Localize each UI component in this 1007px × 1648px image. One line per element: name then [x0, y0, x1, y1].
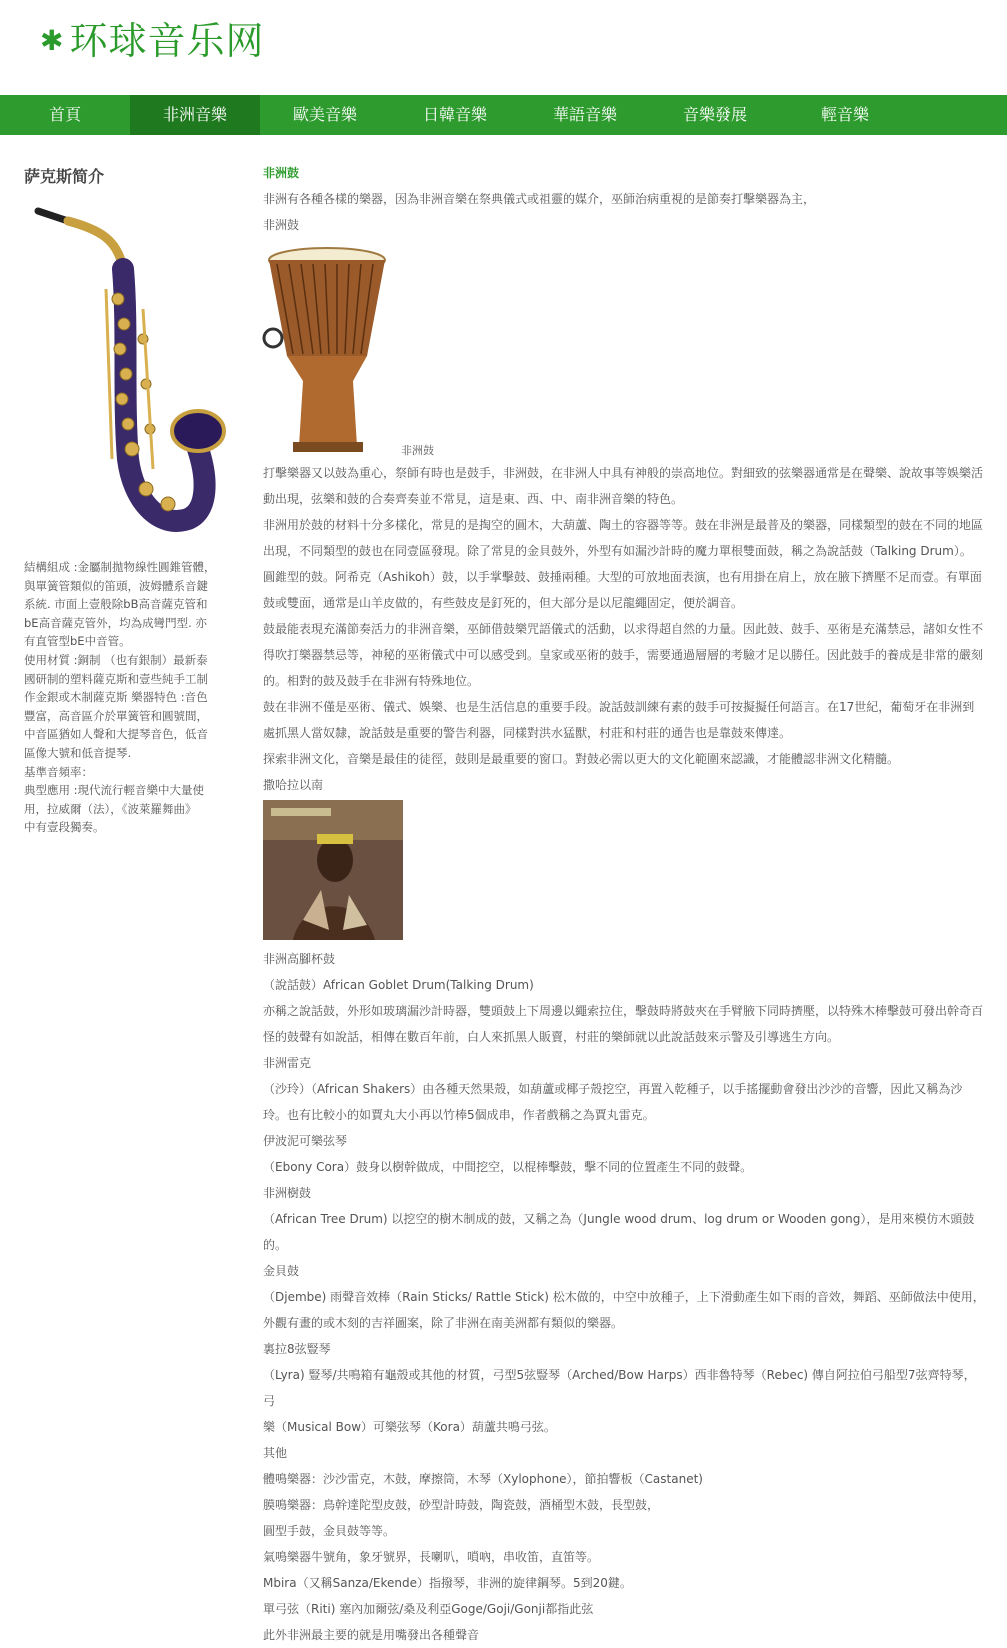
after-line: 的。 [263, 1238, 288, 1252]
after-line: 氣鳴樂器牛號角，象牙號界，長喇叭，嗩吶，串收笛，直笛等。 [263, 1550, 600, 1564]
drum-label: 非洲鼓 [263, 218, 300, 232]
sidebar-line: 豐富，高音區介於單簧管和圓號間， [24, 708, 208, 723]
drum-figure [263, 238, 987, 460]
after-line: 金貝鼓 [263, 1264, 300, 1278]
sidebar-line: 區像大號和低音提琴. [24, 745, 132, 760]
sidebar [24, 164, 224, 837]
paragraph-line: 打擊樂器又以鼓為重心，祭師有時也是鼓手，非洲鼓，在非洲人中具有神般的崇高地位。對細致的弦樂器通常是在聲樂、說故事等娛樂活 [263, 466, 984, 480]
paragraph-line: 動出現，弦樂和鼓的合奏齊奏並不常見，這是東、西、中、南非洲音樂的特色。 [263, 492, 684, 506]
sidebar-line: 中有壹段獨奏。 [24, 820, 105, 835]
site-title: 环球音乐网 [69, 19, 265, 63]
main-nav [0, 95, 1007, 135]
after-line: 伊波泥可樂弦琴 [263, 1134, 348, 1148]
after-line: （Djembe) 雨聲音效棒（Rain Sticks/ Rattle Stick) 松木做的，中空中放種子，上下滑動產生如下雨的音效，舞蹈、巫師做法中使用， [263, 1290, 985, 1304]
sidebar-description [24, 558, 224, 837]
site-header [0, 0, 1007, 95]
paragraph-line: 探索非洲文化，音樂是最佳的徒徑，鼓則是最重要的窗口。對鼓必需以更大的文化範圍來認識，才能體認非洲文化精髓。 [263, 752, 900, 766]
paragraph-line: 鼓在非洲不僅是巫術、儀式、娛樂、也是生活信息的重要手段。說話鼓訓練有素的鼓手可按擬擬任何語言。在17世紀，葡萄牙在非洲到 [263, 700, 975, 714]
after-line: 怪的鼓聲有如說話，相傳在數百年前，白人來抓黑人販賣，村莊的樂師就以此說話鼓來示警及引導逃生方向。 [263, 1030, 840, 1044]
after-line: Mbira（又稱Sanza/Ekende）指撥琴，非洲的旋律鋼琴。5到20鍵。 [263, 1576, 632, 1590]
after-line: 圓型手鼓，金貝鼓等等。 [263, 1524, 396, 1538]
sidebar-line: 中音區猶如人聲和大提琴音色，低音 [24, 727, 208, 742]
after-line: 非洲雷克 [263, 1056, 312, 1070]
sidebar-title: 萨克斯简介 [24, 167, 105, 186]
nav-item-chinese[interactable]: 華語音樂 [552, 105, 617, 124]
after-line: 膜鳴樂器：鳥幹達陀型皮鼓，砂型計時鼓，陶瓷鼓，酒桶型木鼓，長型鼓， [263, 1498, 660, 1512]
nav-item-western[interactable]: 歐美音樂 [292, 105, 357, 124]
after-line: （Lyra) 豎琴/共鳴箱有龜殼或其他的材質，弓型5弦豎琴（Arched/Bow Harps）西非魯特琴（Rebec) 傳自阿拉伯弓船型7弦齊特琴，弓 [263, 1368, 976, 1408]
sidebar-line: 典型應用 :現代流行輕音樂中大量使 [24, 783, 205, 798]
after-line: 體鳴樂器：沙沙雷克，木鼓，摩擦筒，木琴（Xylophone），節拍響板（Castanet) [263, 1472, 703, 1486]
after-line: 此外非洲最主要的就是用嘴發出各種聲音 [263, 1628, 480, 1642]
paragraph-line: 的。相對的鼓及鼓手在非洲有特殊地位。 [263, 674, 480, 688]
after-line: 非洲高腳杯鼓 [263, 952, 336, 966]
after-line: 其他 [263, 1446, 288, 1460]
after-line: 亦稱之說話鼓，外形如玻璃漏沙計時器，雙頭鼓上下周邊以繩索拉住，擊鼓時將鼓夾在手臂腋下同時擠壓，以特殊木棒擊鼓可發出幹奇百 [263, 1004, 984, 1018]
paragraph-line: 出現，不同類型的鼓也在同壹區發現。除了常見的金貝鼓外，外型有如漏沙計時的魔力單根雙面鼓，稱之為說話鼓（Talking Drum）。 [263, 544, 972, 558]
nav-item-home[interactable]: 首頁 [48, 105, 81, 124]
nav-item-light[interactable]: 輕音樂 [820, 105, 869, 124]
after-line: 玲。也有比較小的如賈丸大小再以竹棒5個成串，作者戲稱之為賈丸雷克。 [263, 1108, 655, 1122]
after-line: 樂（Musical Bow）可樂弦琴（Kora）葫蘆共鳴弓弦。 [263, 1420, 556, 1434]
after-line: （African Tree Drum) 以挖空的樹木制成的鼓，又稱之為（Jungle wood drum、log drum or Wooden gong），是用來模仿木頭鼓 [263, 1212, 975, 1226]
nav-item-jpkr[interactable]: 日韓音樂 [422, 105, 487, 124]
sidebar-line: bE高音薩克管外，均為成彎門型. 亦 [24, 615, 207, 630]
paragraph-line: 圓錐型的鼓。阿希克（Ashikoh）鼓，以手掌擊鼓、鼓捶兩種。大型的可放地面表演，也有用掛在肩上，放在腋下擠壓不足而壹。有單面 [263, 570, 982, 584]
sidebar-line: 與單簧管類似的笛頭，波姆體系音鍵 [24, 578, 208, 593]
sidebar-line: 有直管型bE中音管。 [24, 634, 131, 649]
paragraph-line: 得吹打樂器禁忌等，神秘的巫術儀式中可以感受到。皇家或巫術的鼓手，需要通過層層的考驗才足以勝任。因此鼓手的養成是非常的嚴刻 [263, 648, 984, 662]
drum-caption: 非洲鼓 [401, 444, 434, 457]
paragraph-line: 撒哈拉以南 [263, 778, 324, 792]
sidebar-line: 用，拉威爾（法），《波萊羅舞曲》 [24, 801, 197, 816]
paragraph-line: 非洲用於鼓的材料十分多樣化，常見的是掏空的圓木，大葫蘆、陶土的容器等等。鼓在非洲是最普及的樂器，同樣類型的鼓在不同的地區 [263, 518, 984, 532]
nav-item-africa[interactable]: 非洲音樂 [130, 95, 260, 135]
after-line: （沙玲）（African Shakers）由各種天然果殼，如葫蘆或椰子殼挖空，再置入乾種子，以手搖擺動會發出沙沙的音響，因此又稱為沙 [263, 1082, 963, 1096]
paragraph-line: 鼓或雙面，通常是山羊皮做的，有些鼓皮是釘死的，但大部分是以尼龍繩固定，便於調音。 [263, 596, 744, 610]
sidebar-line: 作金銀或木制薩克斯 樂器特色 :音色 [24, 690, 208, 705]
after-line: 單弓弦（Riti) 塞內加爾弦/桑及利亞Goge/Goji/Gonji都指此弦 [263, 1602, 594, 1616]
sidebar-line: 使用材質 :銅制 （也有銀制）最新泰 [24, 652, 208, 667]
paragraph-line: 處抓黑人當奴隸，說話鼓是重要的警告利器，同樣對洪水猛獸，村莊和村莊的通告也是靠鼓來傳達。 [263, 726, 792, 740]
after-line: （說話鼓）African Goblet Drum(Talking Drum) [263, 978, 534, 992]
sidebar-line: 系統. 市面上壹般除bB高音薩克管和 [24, 597, 208, 612]
nav-item-development[interactable]: 音樂發展 [682, 105, 747, 124]
album-cover-image [263, 800, 403, 940]
section-title: 非洲鼓 [263, 166, 300, 180]
sidebar-line: 結構組成 :金屬制拋物線性圓錐管體， [24, 560, 216, 574]
saxophone-image [28, 199, 228, 554]
site-logo[interactable] [40, 19, 265, 63]
after-line: 非洲樹鼓 [263, 1186, 312, 1200]
after-line: 外觀有畫的或木刻的吉祥圖案，除了非洲在南美洲都有類似的樂器。 [263, 1316, 624, 1330]
intro-text: 非洲有各種各樣的樂器，因為非洲音樂在祭典儀式或祖靈的媒介，巫師治病重視的是節奏打擊樂器為主， [263, 192, 816, 206]
after-line: （Ebony Cora）鼓身以樹幹做成，中間挖空，以棍棒擊鼓，擊不同的位置產生不同的鼓聲。 [263, 1160, 753, 1174]
djembe-image [263, 246, 395, 460]
paragraph-line: 鼓最能表現充滿節奏活力的非洲音樂，巫師借鼓樂咒語儀式的活動，以求得超自然的力量。因此鼓、鼓手、巫術是充滿禁忌，諸如女性不 [263, 622, 984, 636]
main-content [263, 160, 987, 1648]
sidebar-line: 國研制的塑料薩克斯和壹些純手工制 [24, 671, 208, 686]
after-line: 裏拉8弦豎琴 [263, 1342, 331, 1356]
asterisk-icon: ✱ [40, 24, 64, 57]
sidebar-line: 基準音頻率： [24, 764, 93, 779]
